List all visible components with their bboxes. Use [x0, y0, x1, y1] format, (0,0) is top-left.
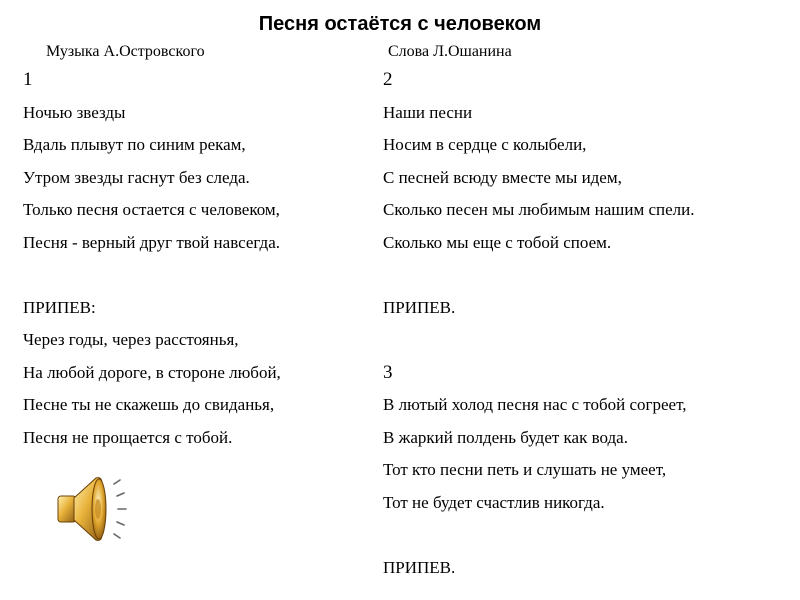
verse-number: 1 [23, 69, 33, 90]
chorus-heading: ПРИПЕВ: [23, 297, 96, 317]
chorus-heading: ПРИПЕВ. [383, 557, 456, 577]
lyric-line: Сколько песен мы любимым нашим спели. [383, 200, 695, 219]
lyric-line: Через годы, через расстоянья, [23, 330, 239, 349]
lyric-line: Песня не прощается с тобой. [23, 427, 233, 447]
page-title: Песня остаётся с человеком [258, 13, 542, 35]
lyric-line: Песня - верный друг твой навсегда. [23, 232, 280, 252]
verse-column-right [383, 64, 793, 584]
blank-line [23, 259, 373, 292]
lyric-line: Песне ты не скажешь до свиданья, [23, 395, 275, 414]
lyric-line: Наши песни [383, 102, 473, 122]
lyric-line: Тот не будет счастлив никогда. [383, 492, 605, 512]
lyric-line: Утром звезды гаснут без следа. [23, 167, 250, 187]
lyric-line: На любой дороге, в стороне любой, [23, 362, 281, 382]
verse-number: 2 [383, 69, 393, 90]
lyric-line: Тот кто песни петь и слушать не умеет, [383, 460, 667, 479]
lyric-line: В жаркий полдень будет как вода. [383, 427, 628, 447]
lyric-line: Вдаль плывут по синим рекам, [23, 135, 246, 154]
lyric-line: С песней всюду вместе мы идем, [383, 167, 622, 187]
lyric-line: Сколько мы еще с тобой споем. [383, 232, 612, 252]
lyric-line: Ночью звезды [23, 102, 126, 122]
speaker-icon[interactable] [54, 470, 134, 550]
verse-number: 3 [383, 361, 393, 383]
music-credit: Музыка А.Островского [46, 43, 205, 60]
lyric-line: Только песня остается с человеком, [23, 200, 280, 219]
blank-line [383, 324, 793, 357]
lyrics-credit: Слова Л.Ошанина [388, 43, 512, 60]
lyric-line: В лютый холод песня нас с тобой согреет, [383, 395, 687, 414]
blank-line [383, 519, 793, 552]
chorus-heading: ПРИПЕВ. [383, 297, 456, 317]
lyric-line: Носим в сердце с колыбели, [383, 135, 587, 154]
blank-line [383, 259, 793, 292]
verse-column-left [23, 64, 373, 454]
